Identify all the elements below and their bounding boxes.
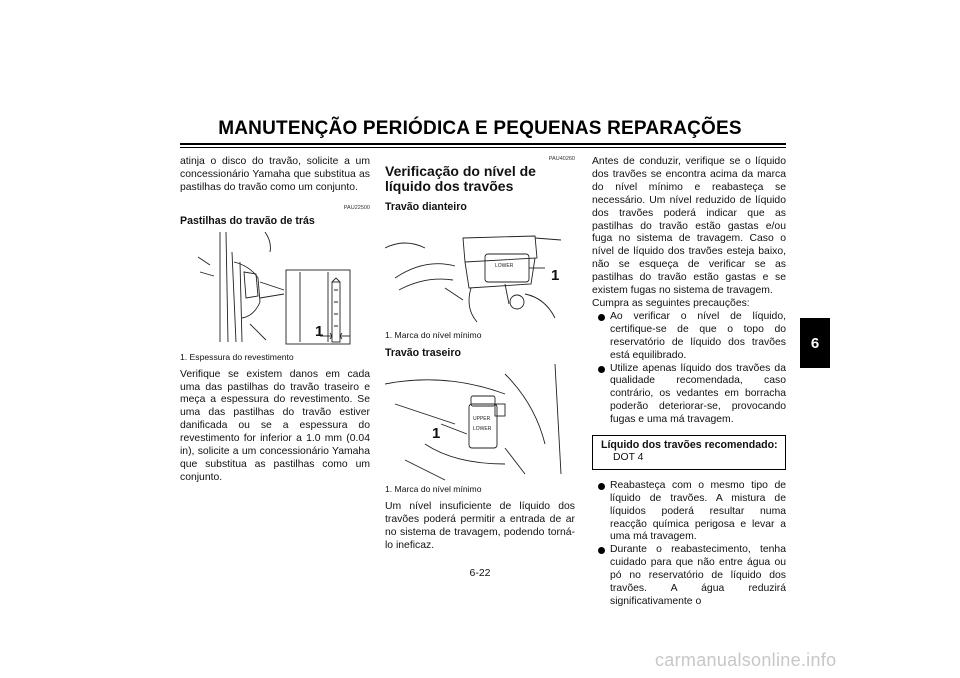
col1-ref-code: PAU22500 bbox=[343, 204, 370, 211]
col1-figure-caption: 1. Espessura do revestimento bbox=[180, 351, 294, 362]
list-item: Ao verificar o nível de líquido, certifique-se de que o topo do reservatório de líquido dos travões está equilibrado. bbox=[592, 311, 786, 363]
col1-intro-text: atinja o disco do travão, solicite a um concessionário Yamaha que substitua as pastilhas do travão como um conjunto. bbox=[180, 156, 370, 193]
front-reservoir-callout-1: 1 bbox=[551, 266, 560, 284]
front-lower-label: LOWER bbox=[495, 262, 514, 269]
precautions-list-bottom bbox=[592, 480, 786, 609]
chapter-tab: 6 bbox=[800, 318, 830, 368]
col3-precautions-intro: Cumpra as seguintes precauções: bbox=[592, 297, 750, 309]
rear-pad-illustration bbox=[180, 232, 370, 350]
column-2 bbox=[385, 156, 575, 552]
recommended-fluid-value: DOT 4 bbox=[613, 451, 644, 463]
front-brake-subheading: Travão dianteiro bbox=[385, 201, 467, 213]
front-reservoir-illustration bbox=[385, 218, 575, 328]
column-3 bbox=[592, 156, 786, 609]
col1-body-text: Verifique se existem danos em cada uma das pastilhas do travão traseiro e meça a espessura do revestimento. Se uma das pastilhas do travão estiver danificada ou se a espessura do revestimento for inferior a 1.0 mm (0.04 in), solicite a um concessionário Yamaha que substitua as pastilhas como um conjunto. bbox=[180, 368, 370, 483]
col3-body-text: Antes de conduzir, verifique se o líquido dos travões se encontra acima da marca do nível mínimo e reabasteça se necessário. Um nível reduzido de líquido dos travões poderá indicar que as pastilhas do travão estão gastas e/ou fuga no sistema de travagem. Caso o nível de líquido dos travões esteja baixo, não se esqueça de verificar se as pastilhas do travão estão gastas e se existem fugas no sistema de travagem. bbox=[592, 156, 786, 297]
col2-heading: Verificação do nível de líquido dos travões bbox=[385, 163, 536, 194]
watermark-text: carmanualsonline.info bbox=[655, 650, 837, 670]
page-number: 6-22 bbox=[469, 567, 491, 579]
page-title: MANUTENÇÃO PERIÓDICA E PEQUENAS REPARAÇÕES bbox=[218, 118, 742, 139]
title-rule-thick bbox=[180, 143, 786, 145]
front-figure-caption: 1. Marca do nível mínimo bbox=[385, 329, 482, 340]
rear-pad-callout-1: 1 bbox=[315, 322, 324, 340]
rear-reservoir-figure bbox=[385, 364, 575, 482]
bullet-icon bbox=[598, 547, 605, 554]
precautions-list-top bbox=[592, 311, 786, 427]
column-1 bbox=[180, 156, 370, 485]
list-item: Utilize apenas líquido dos travões da qualidade recomendada, caso contrário, os vedantes em borracha poderão deteriorar-se, provocando fugas e uma má travagem. bbox=[592, 363, 786, 428]
rear-lower-label: LOWER bbox=[473, 425, 492, 432]
rear-pad-figure bbox=[180, 232, 370, 350]
rear-upper-label: UPPER bbox=[473, 415, 491, 422]
list-item: Durante o reabastecimento, tenha cuidado para que não entre água ou pó no reservatório de líquido dos travões. A água reduzirá significativamente o bbox=[592, 544, 786, 609]
rear-reservoir-callout-1: 1 bbox=[432, 424, 441, 442]
rear-brake-subheading: Travão traseiro bbox=[385, 346, 461, 359]
bullet-icon bbox=[598, 483, 605, 490]
title-rule-thin bbox=[180, 147, 786, 148]
col2-ref-code: PAU40260 bbox=[548, 156, 575, 162]
list-item: Reabasteça com o mesmo tipo de líquido de travões. A mistura de líquidos poderá resultar numa reacção química perigosa e levar a uma má travagem. bbox=[592, 480, 786, 545]
rear-reservoir-illustration bbox=[385, 364, 575, 482]
bullet-icon bbox=[598, 366, 605, 373]
col1-subheading: Pastilhas do travão de trás bbox=[180, 214, 315, 227]
recommended-fluid-box bbox=[592, 435, 786, 470]
recommended-fluid-title: Líquido dos travões recomendado: bbox=[601, 439, 778, 452]
rear-figure-caption: 1. Marca do nível mínimo bbox=[385, 483, 482, 494]
bullet-icon bbox=[598, 314, 605, 321]
col2-body-text: Um nível insuficiente de líquido dos travões poderá permitir a entrada de ar no sistema de travagem, podendo torná-lo ineficaz. bbox=[385, 500, 575, 551]
front-reservoir-figure bbox=[385, 218, 575, 328]
